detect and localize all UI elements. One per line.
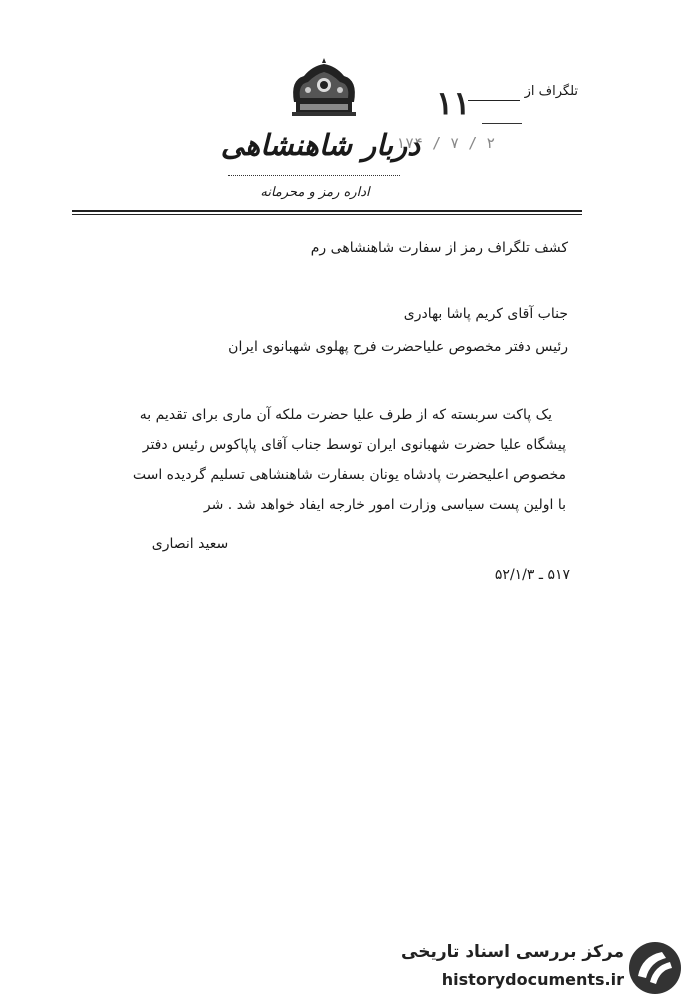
watermark-url: historydocuments.ir — [441, 970, 624, 989]
signature: سعید انصاری — [151, 536, 229, 552]
telegraph-underline — [468, 100, 520, 101]
reference-number: ۵۱۷ ـ ۵۲/۱/۳ — [494, 567, 570, 583]
telegraph-label: تلگراف از — [524, 84, 578, 99]
header-rule-thin — [72, 214, 582, 215]
addressee-name: جناب آقای کریم پاشا بهادری — [403, 306, 568, 322]
stamp-number: ۱۷۴ / ۷ / ۲ — [396, 134, 496, 152]
addressee-title: رئیس دفتر مخصوص علیاحضرت فرح پهلوی شهبانوی ایران — [228, 339, 568, 355]
department-name: اداره رمز و محرمانه — [260, 185, 370, 200]
crown-emblem-icon — [286, 58, 362, 122]
header-rule-thick — [72, 210, 582, 212]
paragraph-line-2: پیشگاه علیا حضرت شهبانوی ایران توسط جناب آقای پاپاکوس رئیس دفتر — [142, 437, 566, 453]
archive-logo-icon — [622, 938, 688, 998]
watermark-title: مرکز بررسی اسناد تاریخی — [401, 942, 624, 962]
paragraph-line-4: با اولین پست سیاسی وزارت امور خارجه ایفاد خواهد شد . شر — [203, 497, 566, 513]
telegraph-underline-2 — [482, 123, 522, 124]
department-dotted-line — [228, 175, 400, 176]
paragraph-line-1: یک پاکت سربسته که از طرف علیا حضرت ملکه آن ماری برای تقدیم به — [139, 407, 552, 423]
telegraph-number: ۱۱ — [436, 84, 471, 122]
subject-line: کشف تلگراف رمز از سفارت شاهنشاهی رم — [310, 240, 568, 256]
court-title: دربار شاهنشاهی — [220, 128, 420, 162]
paragraph-line-3: مخصوص اعلیحضرت پادشاه یونان بسفارت شاهنشاهی تسلیم گردیده است — [132, 467, 566, 483]
